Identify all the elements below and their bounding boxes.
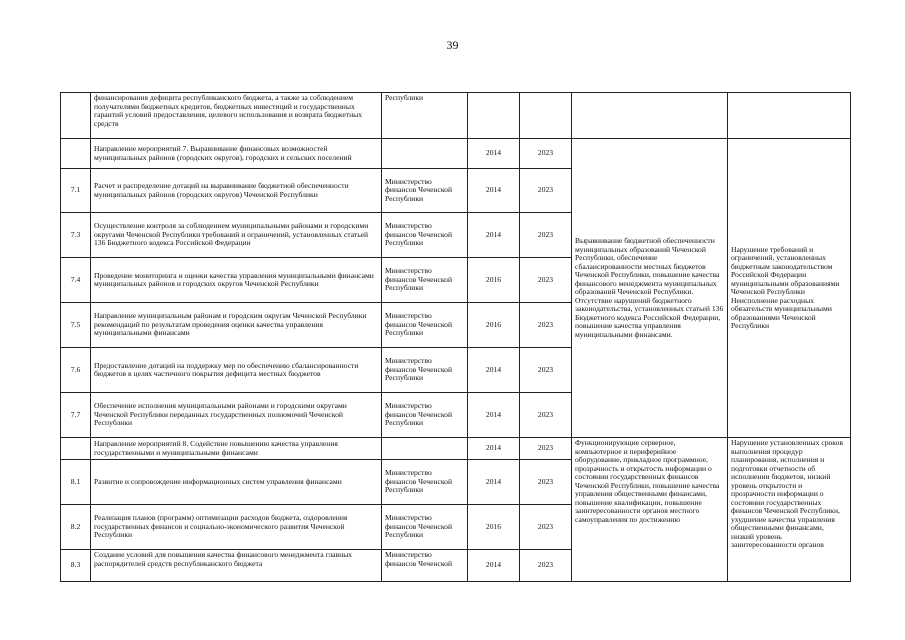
executor: Министерство финансов Чеченской Республики xyxy=(382,348,468,393)
start-year: 2014 xyxy=(468,438,520,460)
start-year: 2014 xyxy=(468,460,520,505)
executor xyxy=(382,139,468,169)
row-number: 8.3 xyxy=(61,550,91,582)
row-number: 7.6 xyxy=(61,348,91,393)
end-year: 2023 xyxy=(520,348,572,393)
measure-name: Создание условий для повышения качества финансового менеджмента главных распорядителей средств республиканского бюджета xyxy=(91,550,382,582)
end-year: 2023 xyxy=(520,438,572,460)
end-year: 2023 xyxy=(520,393,572,438)
expected-result xyxy=(572,93,728,139)
end-year: 2023 xyxy=(520,303,572,348)
row-number: 7.5 xyxy=(61,303,91,348)
measure-name: Направление мероприятий 8. Содействие повышению качества управления государственными и муниципальными финансами xyxy=(91,438,382,460)
end-year: 2023 xyxy=(520,139,572,169)
table-row xyxy=(61,139,851,169)
risk xyxy=(728,93,851,139)
page-number: 39 xyxy=(446,38,459,52)
row-number xyxy=(61,438,91,460)
measure-name: Проведение мониторинга и оценки качества управления муниципальными финансами муниципальных районов и городских округов Чеченской Республики xyxy=(91,258,382,303)
start-year: 2014 xyxy=(468,348,520,393)
table-row xyxy=(61,438,851,460)
start-year xyxy=(468,93,520,139)
risk-direction-8: Нарушение установленных сроков выполнения процедур планирования, исполнения и подготовки отчетности об исполнении бюджетов, низкий уровень открытости и прозрачности информации о состоянии государственных финансов Чеченской Республики, ухудшение качества управления общественными финансами, низкий уровень заинтересованности органов xyxy=(728,438,851,582)
start-year: 2014 xyxy=(468,393,520,438)
executor: Министерство финансов Чеченской Республики xyxy=(382,393,468,438)
executor: Министерство финансов Чеченской Республики xyxy=(382,303,468,348)
start-year: 2016 xyxy=(468,303,520,348)
measure-name: Предоставление дотаций на поддержку мер по обеспечению сбалансированности бюджетов в целях частичного покрытия дефицита местных бюджетов xyxy=(91,348,382,393)
measure-name: Обеспечение исполнения муниципальными районами и городскими округами Чеченской Республики переданных государственных полномочий Чеченской Республики xyxy=(91,393,382,438)
executor xyxy=(382,438,468,460)
measure-name: Направление муниципальным районам и городским округам Чеченской Республики рекомендаций по результатам проведения оценки качества управления муниципальными финансами xyxy=(91,303,382,348)
start-year: 2014 xyxy=(468,213,520,258)
start-year: 2016 xyxy=(468,258,520,303)
end-year: 2023 xyxy=(520,258,572,303)
start-year: 2014 xyxy=(468,550,520,582)
end-year: 2023 xyxy=(520,460,572,505)
table-row xyxy=(61,93,851,139)
measure-name: Направление мероприятий 7. Выравнивание финансовых возможностей муниципальных районов (городских округов), городских и сельских поселений xyxy=(91,139,382,169)
end-year: 2023 xyxy=(520,550,572,582)
start-year: 2014 xyxy=(468,169,520,213)
executor: Республики xyxy=(382,93,468,139)
end-year xyxy=(520,93,572,139)
executor: Министерство финансов Чеченской Республики xyxy=(382,258,468,303)
start-year: 2014 xyxy=(468,139,520,169)
end-year: 2023 xyxy=(520,169,572,213)
end-year: 2023 xyxy=(520,505,572,550)
measures-table xyxy=(60,92,851,582)
row-number: 8.2 xyxy=(61,505,91,550)
measure-name: финансирования дефицита республиканского бюджета, а также за соблюдением получателями бюджетных кредитов, бюджетных инвестиций и государственных гарантий условий предоставления, целевого использования и возврата бюджетных средств xyxy=(91,93,382,139)
end-year: 2023 xyxy=(520,213,572,258)
start-year: 2016 xyxy=(468,505,520,550)
executor: Министерство финансов Чеченской Республики xyxy=(382,505,468,550)
row-number: 8.1 xyxy=(61,460,91,505)
executor: Министерство финансов Чеченской xyxy=(382,550,468,582)
measure-name: Осуществление контроля за соблюдением муниципальными районами и городскими округами Чеченской Республики требований и ограничений, установленных статьей 136 Бюджетного кодекса Российской Федерации xyxy=(91,213,382,258)
executor: Министерство финансов Чеченской Республики xyxy=(382,169,468,213)
measure-name: Развитие и сопровождение информационных систем управления финансами xyxy=(91,460,382,505)
row-number: 7.1 xyxy=(61,169,91,213)
row-number: 7.4 xyxy=(61,258,91,303)
row-number: 7.3 xyxy=(61,213,91,258)
executor: Министерство финансов Чеченской Республики xyxy=(382,213,468,258)
row-number xyxy=(61,139,91,169)
risk-direction-7: Нарушение требований и ограничений, установленных бюджетным законодательством Российской Федерации муниципальными образованиями Чеченской Республики Неисполнение расходных обязательств муниципальными образованиями Чеченской Республики xyxy=(728,139,851,438)
expected-result-direction-8: Функционирующие серверное, компьютерное и периферийное оборудование, прикладное программное, прозрачность и открытость информации о состоянии государственных финансов Чеченской Республики, повышение качества управления общественными финансами, повышение квалификации, повышение заинтересованности органов местного самоуправления по достижению xyxy=(572,438,728,582)
measure-name: Расчет и распределение дотаций на выравнивание бюджетной обеспеченности муниципальных районов (городских округов) Чеченской Республики xyxy=(91,169,382,213)
row-number: 7.7 xyxy=(61,393,91,438)
measure-name: Реализация планов (программ) оптимизации расходов бюджета, оздоровления государственных финансов и социально-экономического развития Чеченской Республики xyxy=(91,505,382,550)
row-number xyxy=(61,93,91,139)
expected-result-direction-7: Выравнивание бюджетной обеспеченности муниципальных образований Чеченской Республики, обеспечение сбалансированности местных бюджетов Чеченской Республики, повышение качества финансового менеджмента муниципальных образований Чеченской Республики. Отсутствие нарушений бюджетного законодательства, установленных статьей 136 Бюджетного кодекса Российской Федерации, повышение качества управления муниципальными финансами. xyxy=(572,139,728,438)
executor: Министерство финансов Чеченской Республики xyxy=(382,460,468,505)
